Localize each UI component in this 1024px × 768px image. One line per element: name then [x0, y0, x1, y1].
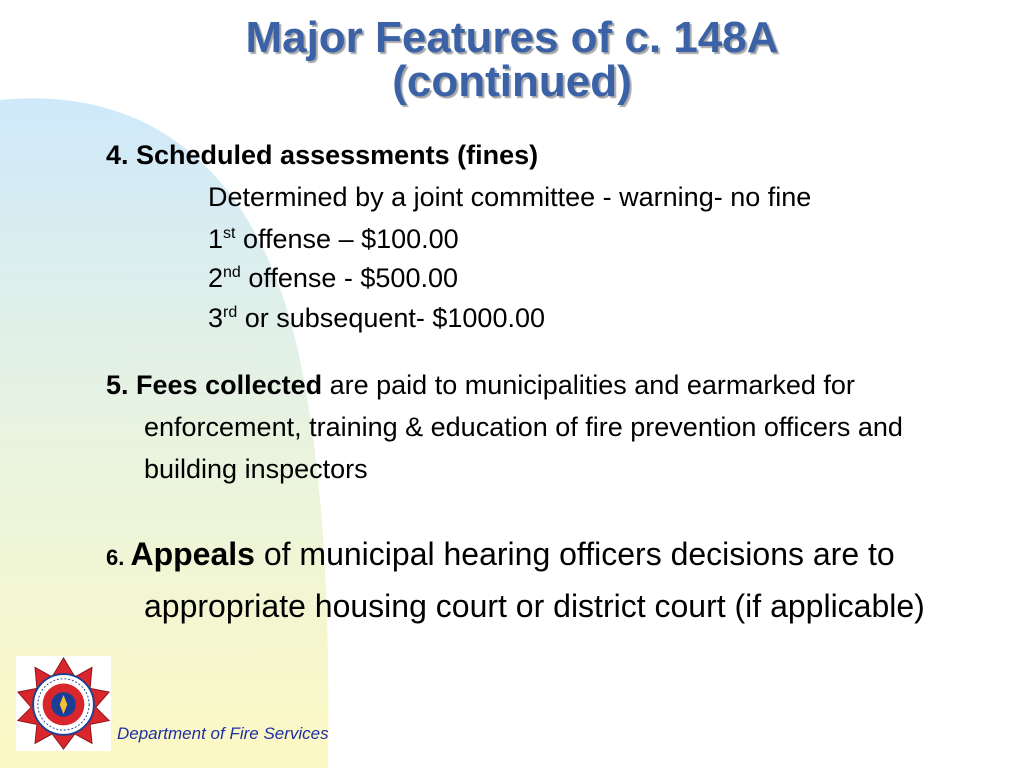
item-6-number: 6.	[106, 545, 131, 570]
item-5-text: are paid to municipalities and earmarked for enforcement, training & education of fire prevention officers and building inspectors	[144, 370, 903, 484]
slide-title-continued: (continued)	[392, 57, 632, 106]
slide-title: Major Features of c. 148A	[245, 13, 779, 62]
fire-academy-seal-icon	[16, 656, 111, 751]
item-4-line-first-offense: 1st offense – $100.00	[208, 224, 459, 254]
item-6-paragraph	[106, 530, 986, 630]
item-4-line-second-offense: 2nd offense - $500.00	[208, 263, 459, 293]
item-5-number: 5.	[106, 370, 137, 400]
item-5-bold: Fees collected	[136, 370, 323, 400]
item-4-line-third-offense: 3rd or subsequent- $1000.00	[208, 303, 545, 333]
footer-department-name: Department of Fire Services	[117, 724, 329, 743]
item-6-text: of municipal hearing officers decisions are to appropriate housing court or district court (if applicable)	[144, 536, 925, 624]
item-4-line-determined: Determined by a joint committee - warning- no fine	[208, 182, 812, 212]
item-5-paragraph	[106, 364, 996, 490]
item-6-bold: Appeals	[130, 536, 255, 572]
item-4-heading: 4. Scheduled assessments (fines)	[106, 140, 539, 170]
